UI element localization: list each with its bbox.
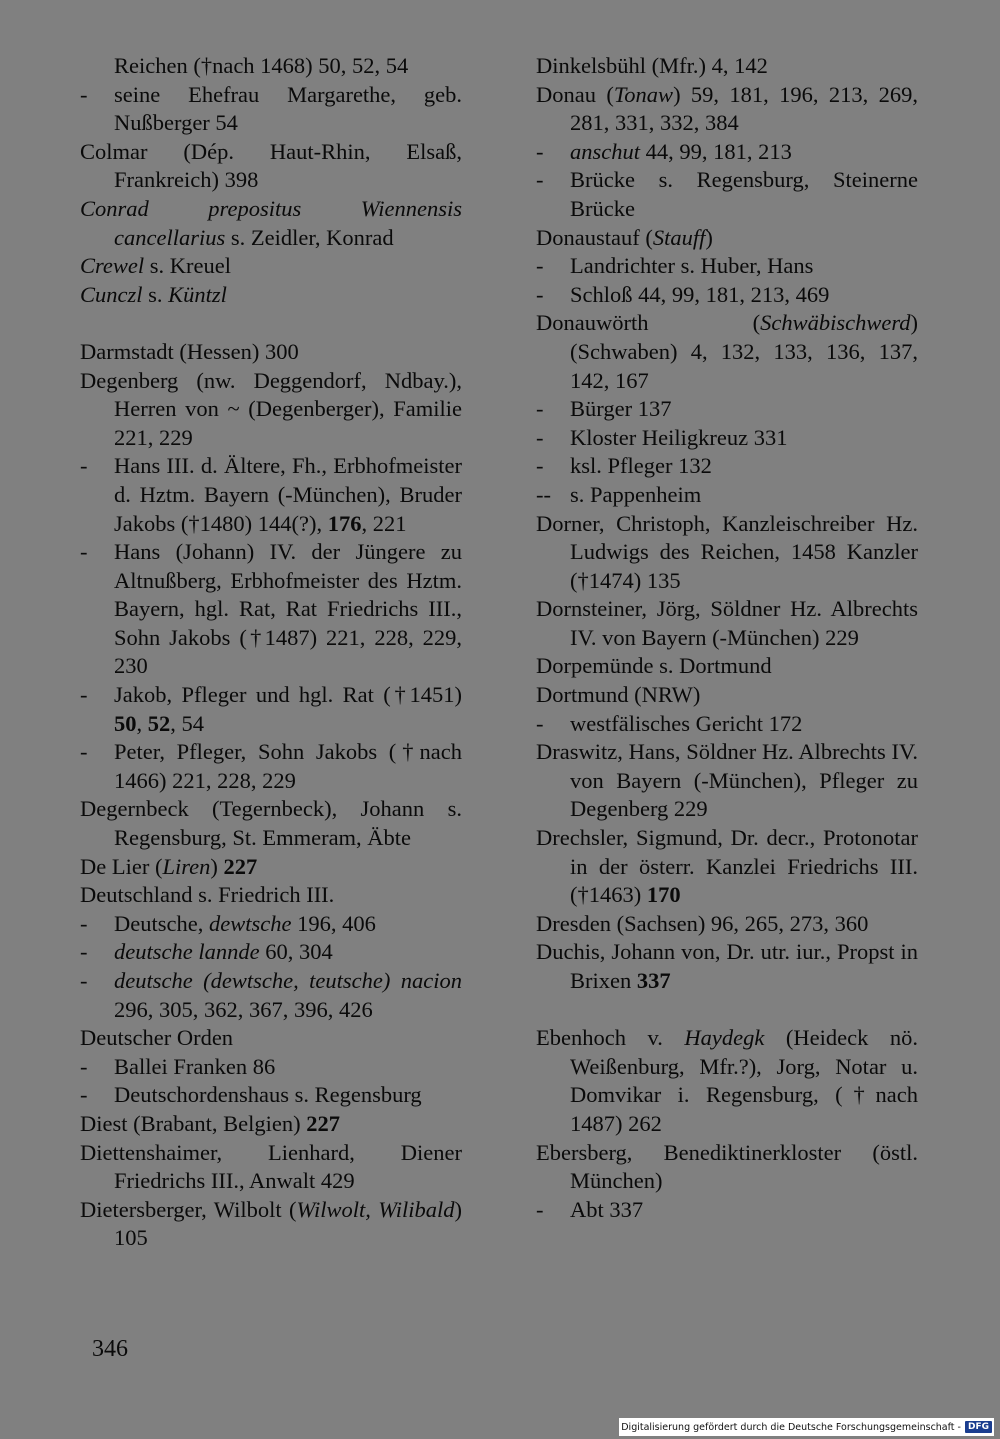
index-entry: [80, 367, 462, 453]
entry-text: Ebenhoch v.: [536, 1025, 685, 1051]
index-entry: [536, 910, 918, 939]
entry-text: ): [705, 224, 713, 250]
entry-text: Küntzl: [168, 281, 227, 307]
index-subentry: [80, 1053, 462, 1082]
subentry-dash: --: [536, 481, 551, 507]
index-entry: [536, 652, 918, 681]
entry-text: Dinkelsbühl (Mfr.) 4, 142: [536, 53, 768, 78]
section-gap: [80, 309, 462, 338]
index-subentry: [536, 452, 918, 481]
entry-text: 227: [223, 853, 258, 879]
subentry-dash: -: [536, 281, 544, 307]
entry-text: Hans III. d. Ältere, Fh., Erbhofmeister d. Hztm. Bayern (-München), Bruder Jakobs (†1480) 144(?),: [114, 453, 462, 536]
subentry-dash: -: [536, 1196, 544, 1222]
entry-text: s.: [142, 281, 169, 307]
subentry-dash: -: [80, 739, 88, 765]
page-number: 346: [92, 1336, 128, 1362]
entry-text: 52: [147, 710, 171, 736]
subentry-dash: -: [80, 939, 88, 965]
entry-text: Degernbeck (Tegernbeck), Johann s. Regensburg, St. Emmeram, Äbte: [80, 796, 462, 851]
index-subentry: [536, 138, 918, 167]
index-entry: [80, 281, 462, 310]
entry-text: s. Zeidler, Konrad: [225, 224, 394, 250]
section-gap: [536, 996, 918, 1025]
entry-text: deutsche lannde: [114, 939, 260, 965]
entry-text: Donauwörth (: [536, 310, 761, 336]
entry-text: Dresden (Sachsen) 96, 265, 273, 360: [536, 910, 869, 936]
entry-text: 337: [636, 968, 671, 993]
index-subentry: [536, 166, 918, 223]
entry-text: Ballei Franken 86: [114, 1053, 276, 1079]
entry-text: dewtsche: [208, 910, 292, 936]
index-entry: [80, 195, 462, 252]
index-entry: [80, 1139, 462, 1196]
subentry-dash: -: [536, 453, 544, 479]
entry-text: Abt 337: [570, 1196, 644, 1222]
entry-text: Duchis, Johann von, Dr. utr. iur., Propst in Brixen: [536, 939, 918, 993]
entry-text: Tonaw: [613, 81, 674, 107]
entry-text: s. Kreuel: [144, 253, 232, 279]
entry-text: anschut: [570, 138, 640, 164]
entry-text: Landrichter s. Huber, Hans: [570, 253, 814, 279]
entry-text: Diettenshaimer, Lienhard, Diener Friedrichs III., Anwalt 429: [80, 1139, 462, 1194]
entry-text: Draswitz, Hans, Söldner Hz. Albrechts IV. von Bayern (-München), Pfleger zu Degenberg 229: [536, 739, 918, 822]
entry-text: 60, 304: [259, 939, 333, 965]
index-subentry: [536, 281, 918, 310]
index-entry: [536, 1024, 918, 1138]
index-subentry: [536, 1196, 918, 1225]
index-subentry: [80, 1081, 462, 1110]
footer-text: Digitalisierung gefördert durch die Deutsche Forschungsgemeinschaft -: [621, 1421, 961, 1433]
entry-text: Conrad prepositus Wiennensis cancellarius: [80, 195, 462, 250]
entry-text: Peter, Pfleger, Sohn Jakobs (†nach 1466) 221, 228, 229: [114, 739, 462, 793]
entry-text: Ebersberg, Benediktinerkloster (östl. München): [536, 1139, 918, 1194]
entry-text: Deutschordenshaus s. Regensburg: [114, 1082, 422, 1108]
entry-text: Donaustauf (: [536, 224, 653, 250]
index-subentry: [80, 967, 462, 1024]
entry-text: Stauff: [652, 224, 706, 250]
index-entry: [80, 795, 462, 852]
index-subentry: [80, 938, 462, 967]
subentry-dash: -: [80, 1053, 88, 1079]
index-entry: [536, 595, 918, 652]
entry-text: Dorpemünde s. Dortmund: [536, 653, 772, 679]
entry-text: Bürger 137: [570, 396, 672, 422]
entry-text: Schwäbischwerd: [760, 310, 911, 336]
index-entry: [80, 252, 462, 281]
index-entry: [536, 938, 918, 995]
subentry-dash: -: [536, 424, 544, 450]
entry-text: Crewel: [80, 253, 145, 279]
entry-text: Darmstadt (Hessen) 300: [80, 338, 299, 364]
index-subentry: [80, 910, 462, 939]
entry-text: 44, 99, 181, 213: [640, 138, 792, 164]
entry-text: deutsche (dewtsche, teutsche) nacion: [114, 968, 462, 993]
index-entry-continuation: [80, 52, 462, 81]
subentry-dash: -: [80, 81, 88, 107]
entry-text: Drechsler, Sigmund, Dr. decr., Protonotar in der österr. Kanzlei Friedrichs III. (†1463): [536, 825, 918, 908]
funding-footer: [619, 1418, 994, 1436]
entry-text: Donau (: [536, 81, 614, 107]
entry-text: Liren: [162, 853, 211, 879]
entry-text: Diest (Brabant, Belgien): [80, 1110, 307, 1136]
index-entry: [536, 681, 918, 710]
entry-text: Hans (Johann) IV. der Jüngere zu Altnußberg, Erbhofmeister des Hztm. Bayern, hgl. Rat, Rat Friedrichs III., Sohn Jakobs (†1487) 221, 228, 229, 230: [114, 539, 462, 679]
index-entry: [536, 309, 918, 395]
entry-text: (Heideck nö. Weißenburg, Mfr.?), Jorg, Notar u. Domvikar i. Regensburg, (†nach 1487) 262: [570, 1025, 918, 1136]
subentry-dash: -: [80, 968, 88, 993]
subentry-dash: -: [80, 453, 88, 479]
entry-text: Degenberg (nw. Deggendorf, Ndbay.), Herren von ~ (Degenberger), Familie 221, 229: [80, 367, 462, 450]
entry-text: ): [210, 853, 224, 879]
entry-text: Schloß 44, 99, 181, 213, 469: [570, 281, 830, 307]
subentry-dash: -: [536, 167, 544, 193]
entry-text: 296, 305, 362, 367, 396, 426: [114, 996, 373, 1022]
index-subentry: [80, 452, 462, 538]
index-entry: [80, 1196, 462, 1253]
entry-text: Kloster Heiligkreuz 331: [570, 424, 788, 450]
subentry-dash: -: [536, 396, 544, 422]
entry-text: westfälisches Gericht 172: [570, 710, 803, 736]
index-subentry: [536, 424, 918, 453]
subentry-dash: -: [536, 138, 544, 164]
entry-text: Reichen (†nach 1468) 50, 52, 54: [114, 53, 409, 78]
entry-text: Jakob, Pfleger und hgl. Rat (†1451): [114, 682, 462, 708]
index-subentry: [80, 738, 462, 795]
entry-text: 196, 406: [291, 910, 376, 936]
entry-text: Deutschland s. Friedrich III.: [80, 882, 335, 908]
entry-text: Dorner, Christoph, Kanzleischreiber Hz. Ludwigs des Reichen, 1458 Kanzler (†1474) 135: [536, 510, 918, 593]
entry-text: Colmar (Dép. Haut-Rhin, Elsaß, Frankreich) 398: [80, 138, 462, 193]
entry-text: Dietersberger, Wilbolt (: [80, 1196, 297, 1222]
entry-text: 50: [114, 710, 137, 736]
subentry-dash: -: [80, 539, 88, 565]
entry-text: ) (Schwaben) 4, 132, 133, 136, 137, 142, 167: [570, 310, 918, 393]
entry-text: Brücke s. Regensburg, Steinerne Brücke: [570, 167, 918, 221]
entry-text: Haydegk: [684, 1025, 765, 1051]
index-entry: [80, 853, 462, 882]
index-entry: [80, 338, 462, 367]
entry-text: seine Ehefrau Margarethe, geb. Nußberger 54: [114, 81, 462, 136]
index-subentry: [536, 252, 918, 281]
entry-text: Deutscher Orden: [80, 1025, 234, 1051]
index-entry: [80, 881, 462, 910]
index-entry: [536, 738, 918, 824]
entry-text: 170: [646, 882, 681, 908]
entry-text: 227: [306, 1110, 340, 1136]
entry-text: , 54: [170, 710, 204, 736]
left-index-column: [80, 52, 462, 1253]
index-subentry: [536, 395, 918, 424]
index-subentry: [80, 538, 462, 681]
entry-text: ) 105: [114, 1196, 462, 1251]
entry-text: ksl. Pfleger 132: [570, 453, 712, 479]
index-subentry: [536, 481, 918, 510]
subentry-dash: -: [536, 710, 544, 736]
index-entry: [80, 1110, 462, 1139]
entry-text: Dortmund (NRW): [536, 682, 701, 708]
entry-text: Cunczl: [80, 281, 143, 307]
subentry-dash: -: [80, 682, 88, 708]
entry-text: ,: [136, 710, 148, 736]
subentry-dash: -: [536, 253, 544, 279]
index-entry: [80, 1024, 462, 1053]
index-entry: [80, 138, 462, 195]
entry-text: s. Pappenheim: [570, 481, 702, 507]
right-index-column: [536, 52, 918, 1224]
index-entry: [536, 81, 918, 138]
index-entry: [536, 510, 918, 596]
index-entry: [536, 52, 918, 81]
entry-text: ) 59, 181, 196, 213, 269, 281, 331, 332, 384: [570, 81, 918, 136]
subentry-dash: -: [80, 910, 88, 936]
dfg-logo: DFG: [965, 1421, 992, 1433]
entry-text: 176: [327, 510, 362, 536]
entry-text: Wilwolt, Wilibald: [296, 1196, 455, 1222]
index-entry: [536, 824, 918, 910]
index-entry: [536, 224, 918, 253]
entry-text: Deutsche,: [114, 910, 209, 936]
index-subentry: [536, 710, 918, 739]
index-entry: [536, 1139, 918, 1196]
index-subentry: [80, 681, 462, 738]
index-subentry: [80, 81, 462, 138]
entry-text: Dornsteiner, Jörg, Söldner Hz. Albrechts IV. von Bayern (-München) 229: [536, 596, 918, 650]
entry-text: De Lier (: [80, 853, 163, 879]
subentry-dash: -: [80, 1082, 88, 1108]
entry-text: , 221: [361, 510, 407, 536]
